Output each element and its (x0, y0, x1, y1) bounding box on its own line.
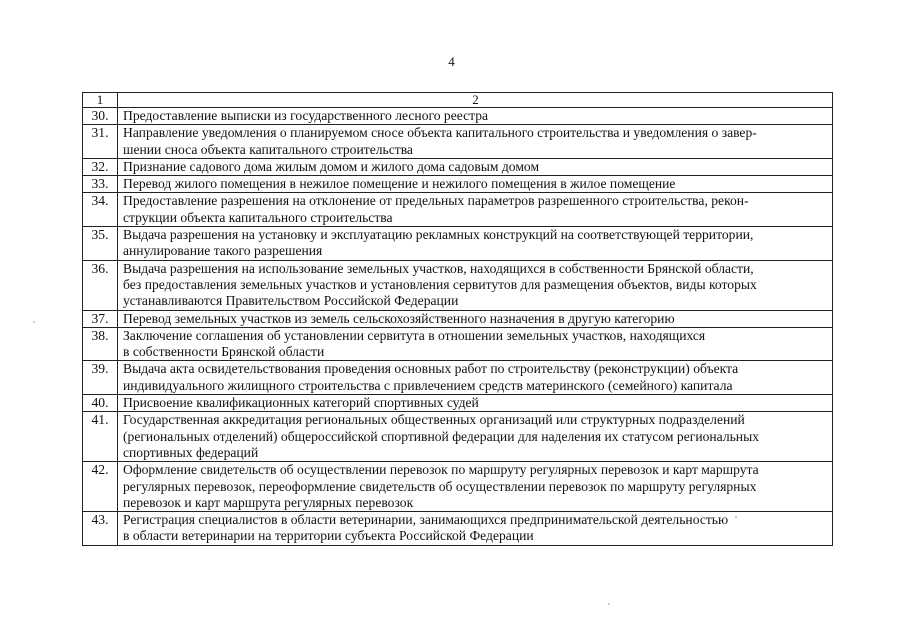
row-service-name (118, 512, 833, 546)
table-row (83, 395, 833, 412)
row-number: 33. (83, 176, 118, 193)
row-number: 34. (83, 193, 118, 227)
row-number: 32. (83, 158, 118, 175)
row-service-name (118, 227, 833, 261)
table-row (83, 412, 833, 462)
scan-speck (33, 321, 35, 323)
service-name-line: Перевод земельных участков из земель сельскохозяйственного назначения в другую категорию (123, 310, 675, 326)
header-col-number: 1 (83, 93, 118, 108)
table-row (83, 158, 833, 175)
header-col-name: 2 (118, 93, 833, 108)
service-name-line: без предоставления земельных участков и установления сервитутов для размещения объектов, виды которых (123, 276, 757, 292)
service-name-line: Перевод жилого помещения в нежилое помещение и нежилого помещения в жилое помещение (123, 176, 676, 192)
row-service-name (118, 158, 833, 175)
row-number: 30. (83, 108, 118, 125)
service-name-line: шении сноса объекта капитального строительства (123, 141, 413, 157)
service-name-line: спортивных федераций (123, 444, 259, 460)
row-number: 39. (83, 361, 118, 395)
row-service-name (118, 108, 833, 125)
scan-speck (735, 516, 737, 518)
row-service-name (118, 176, 833, 193)
service-name-line: Выдача акта освидетельствования проведения основных работ по строительству (реконструкции) объекта (123, 361, 739, 377)
service-name-line: Присвоение квалификационных категорий спортивных судей (123, 395, 479, 411)
service-name-line: индивидуального жилищного строительства с привлечением средств материнского (семейного) капитала (123, 377, 733, 393)
service-name-line: Заключение соглашения об установлении сервитута в отношении земельных участков, находящихся (123, 327, 706, 343)
service-name-line: перевозок и карт маршрута регулярных перевозок (123, 494, 414, 510)
service-name-line: струкции объекта капитального строительства (123, 209, 393, 225)
service-name-line: Направление уведомления о планируемом сносе объекта капитального строительства и уведомления о завер- (123, 125, 757, 141)
table-row (83, 361, 833, 395)
table-row (83, 462, 833, 512)
row-number: 42. (83, 462, 118, 512)
row-number: 40. (83, 395, 118, 412)
table-row (83, 310, 833, 327)
service-name-line: Признание садового дома жилым домом и жилого дома садовым домом (123, 158, 540, 174)
row-number: 43. (83, 512, 118, 546)
service-name-line: Предоставление разрешения на отклонение от предельных параметров разрешенного строительства, рекон- (123, 193, 749, 209)
row-service-name (118, 462, 833, 512)
scan-speck (608, 603, 610, 605)
service-name-line: аннулирование такого разрешения (123, 243, 323, 259)
table-row (83, 227, 833, 261)
table-row (83, 108, 833, 125)
service-name-line: устанавливаются Правительством Российской Федерации (123, 293, 459, 309)
row-number: 36. (83, 260, 118, 310)
service-name-line: Оформление свидетельств об осуществлении перевозок по маршруту регулярных перевозок и карт маршрута (123, 462, 759, 478)
row-service-name (118, 395, 833, 412)
row-number: 37. (83, 310, 118, 327)
row-number: 38. (83, 327, 118, 361)
row-service-name (118, 327, 833, 361)
services-table (82, 92, 833, 546)
table-row (83, 327, 833, 361)
row-service-name (118, 412, 833, 462)
row-service-name (118, 310, 833, 327)
service-name-line: (региональных отделений) общероссийской спортивной федерации для наделения их статусом региональных (123, 428, 760, 444)
table-row (83, 193, 833, 227)
row-service-name (118, 193, 833, 227)
table-row (83, 260, 833, 310)
table-row (83, 176, 833, 193)
table-header-row (83, 93, 833, 108)
row-number: 35. (83, 227, 118, 261)
services-table-body (83, 93, 833, 546)
service-name-line: в собственности Брянской области (123, 344, 325, 360)
row-service-name (118, 260, 833, 310)
table-row (83, 125, 833, 159)
service-name-line: Выдача разрешения на установку и эксплуатацию рекламных конструкций на соответствующей территории, (123, 227, 754, 243)
service-name-line: Предоставление выписки из государственного лесного реестра (123, 108, 489, 123)
row-number: 41. (83, 412, 118, 462)
service-name-line: регулярных перевозок, переоформление свидетельств об осуществлении перевозок по маршруту регулярных (123, 478, 757, 494)
row-number: 31. (83, 125, 118, 159)
service-name-line: Регистрация специалистов в области ветеринарии, занимающихся предпринимательской деятельностью (123, 512, 729, 528)
service-name-line: Государственная аккредитация региональных общественных организаций или структурных подразделений (123, 412, 745, 428)
row-service-name (118, 125, 833, 159)
page-number: 4 (448, 54, 455, 69)
service-name-line: в области ветеринарии на территории субъекта Российской Федерации (123, 528, 534, 544)
row-service-name (118, 361, 833, 395)
table-row (83, 512, 833, 546)
service-name-line: Выдача разрешения на использование земельных участков, находящихся в собственности Брянской области, (123, 260, 754, 276)
